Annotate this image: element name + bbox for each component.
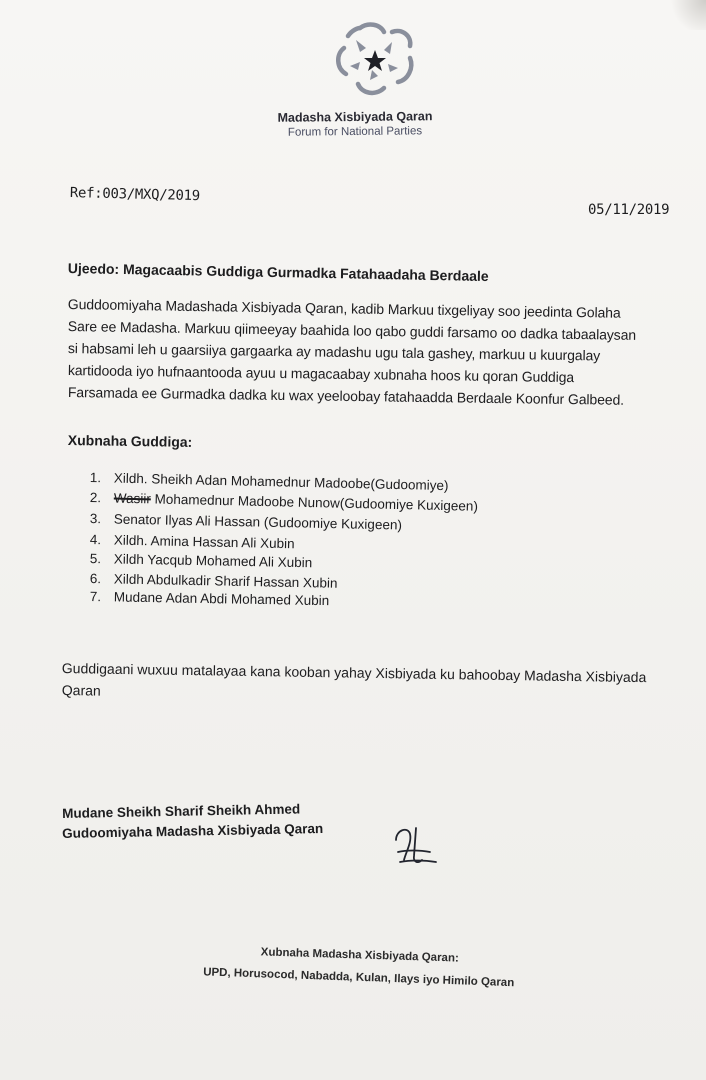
body-line: Farsamada ee Gurmadka dadka ku wax yeeloobay fatahaadda Berdaale Koonfur Galbeed. — [67, 384, 625, 408]
list-number: 6. — [89, 571, 102, 587]
list-item — [90, 470, 449, 493]
member-name: Xildh Yacqub Mohamed Ali Xubin — [113, 551, 313, 571]
star-icon — [364, 50, 386, 71]
org-name-english: Forum for National Parties — [287, 125, 423, 139]
list-number: 5. — [89, 551, 102, 567]
party-logo-icon — [330, 18, 420, 98]
list-item — [90, 551, 313, 570]
signatory-title: Gudoomiyaha Madasha Xisbiyada Qaran — [62, 820, 324, 841]
member-name: Mudane Adan Abdi Mohamed Xubin — [113, 589, 330, 609]
body-line: si habsami leh u gaarsiiya gargaarka ay madashu ugu tala gashey, markuu u kuurgalay — [67, 340, 601, 364]
letter-subject: Ujeedo: Magacaabis Guddiga Gurmadka Fatahaadaha Berdaale — [67, 260, 489, 285]
member-name: Senator Ilyas Ali Hassan (Gudoomiye Kuxigeen) — [113, 511, 403, 533]
list-item — [90, 532, 295, 551]
member-name: Mohamednur Madoobe Nunow(Gudoomiye Kuxigeen) — [150, 491, 479, 514]
footer-members: UPD, Horusocod, Nabadda, Kulan, Ilays iyo Himilo Qaran — [202, 966, 515, 990]
members-heading: Xubnaha Guddiga: — [67, 432, 193, 450]
closing-line: Guddigaani wuxuu matalayaa kana kooban yahay Xisbiyada ku bahoobay Madasha Xisbiyada — [61, 660, 647, 686]
body-line: Guddoomiyaha Madashada Xisbiyada Qaran, kadib Markuu tixgeliyay soo jeedinta Golaha — [67, 296, 621, 321]
list-number: 4. — [89, 532, 102, 548]
list-item — [90, 511, 402, 533]
list-number: 7. — [89, 589, 102, 605]
list-number: 3. — [89, 511, 102, 527]
signature-icon — [390, 822, 440, 872]
list-item — [90, 589, 330, 608]
signatory-name: Mudane Sheikh Sharif Sheikh Ahmed — [62, 801, 301, 821]
member-name: Xildh. Amina Hassan Ali Xubin — [113, 532, 295, 552]
list-item — [90, 571, 338, 591]
closing-line: Qaran — [61, 682, 101, 699]
member-name: Xildh. Sheikh Adan Mohamednur Madoobe(Gudoomiye) — [113, 470, 449, 494]
footer-title: Xubnaha Madasha Xisbiyada Qaran: — [260, 946, 459, 965]
member-name: Xildh Abdulkadir Sharif Hassan Xubin — [113, 571, 338, 591]
letter-date: 05/11/2019 — [588, 202, 670, 218]
list-item — [90, 490, 478, 514]
struck-title: Wasiir — [113, 490, 151, 507]
body-line: Sare ee Madasha. Markuu qiimeeyay baahida loo qabo guddi farsamo oo dadka tabaalaysan — [67, 318, 637, 343]
list-number: 2. — [89, 490, 102, 506]
reference-number: Ref:003/MXQ/2019 — [69, 185, 201, 205]
org-name: Madasha Xisbiyada Qaran — [277, 109, 433, 125]
list-number: 1. — [89, 470, 102, 486]
body-line: kartidooda iyo hufnaantooda ayuu u magacaabay xubnaha hoos ku qoran Guddiga — [67, 362, 575, 386]
page-shadow — [666, 0, 706, 30]
